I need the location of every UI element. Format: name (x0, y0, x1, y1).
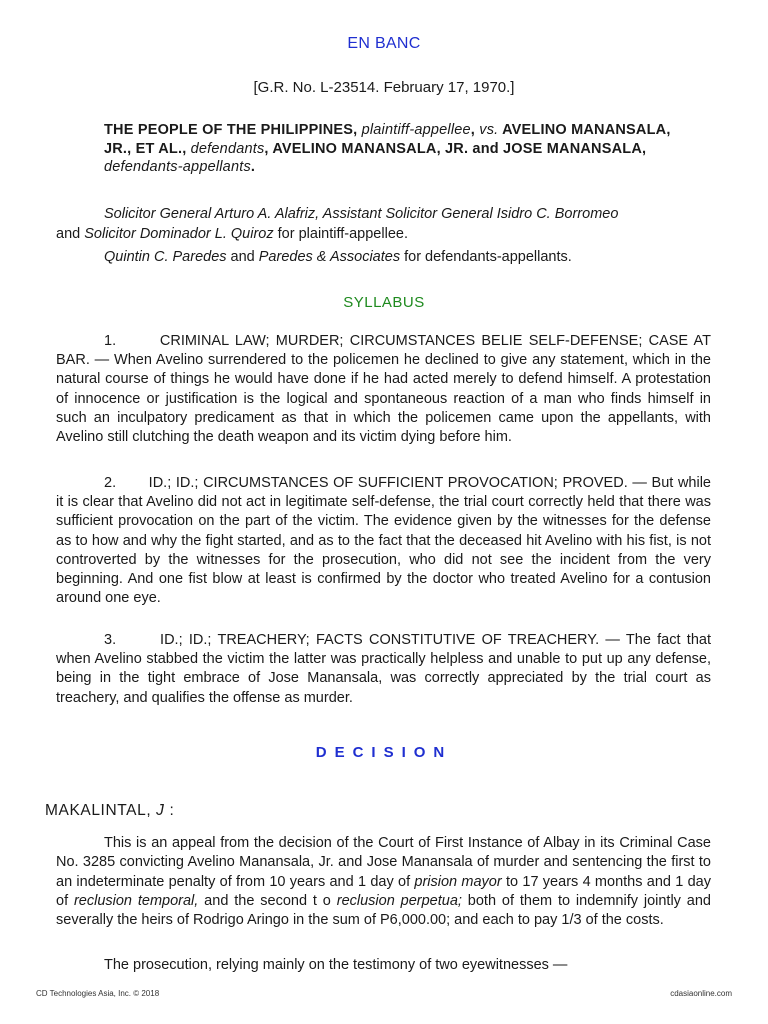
party-appellants: , AVELINO MANANSALA, JR. and JOSE MANANSALA, (264, 140, 647, 157)
decision-emphasis: prision mayor (414, 873, 502, 890)
party-defendants: AVELINO MANANSALA, JR., ET AL., (104, 122, 671, 157)
counsel-and: and (56, 226, 85, 242)
counsel-plaintiff-names: Solicitor General Arturo A. Alafriz, Assistant Solicitor General Isidro C. Borromeo (104, 206, 619, 222)
ponente-name: MAKALINTAL, (45, 802, 152, 819)
decision-text: to 17 years 4 months and 1 day of (56, 873, 711, 909)
decision-emphasis: reclusion temporal, (73, 892, 199, 909)
counsel-plaintiff (56, 204, 716, 244)
counsel-plaintiff-name2: Solicitor Dominador L. Quiroz (84, 226, 274, 242)
party-plaintiff: THE PEOPLE OF THE PHILIPPINES, (104, 122, 362, 138)
counsel-defendants (56, 247, 764, 267)
counsel-and-2: and (226, 249, 259, 265)
ponente (45, 802, 174, 820)
counsel-defendants-name2: Paredes & Associates (258, 249, 401, 265)
versus-label: vs. (479, 122, 499, 138)
party-end: . (250, 159, 256, 175)
decision-emphasis: reclusion perpetua; (336, 892, 462, 909)
syllabus-item: 1. CRIMINAL LAW; MURDER; CIRCUMSTANCES BELIE SELF-DEFENSE; CASE AT BAR. — When Avelino surrendered to the policemen he declined to give any statement, which in the natural course of things he would have done if he had acted merely to defend himself. A protestation of innocence or justification is the logical and spontaneous reaction of a man who finds himself in such an inculpatory predicament as that in which the policemen came upon the appellants, with Avelino still clutching the death weapon and its victim dying before him. (56, 333, 711, 446)
court-division: EN BANC (347, 35, 421, 52)
party-defendants-role: defendants (190, 140, 265, 157)
counsel-defendants-for: for defendants-appellants. (400, 249, 572, 265)
footer-copyright: CD Technologies Asia, Inc. © 2018 (36, 989, 160, 998)
ponente-title: J (156, 802, 165, 819)
counsel-defendants-name1: Quintin C. Paredes (104, 249, 227, 265)
party-appellants-role: defendants-appellants (104, 159, 251, 175)
syllabus-item: 3. ID.; ID.; TREACHERY; FACTS CONSTITUTIVE OF TREACHERY. — The fact that when Avelino stabbed the victim the latter was practically helpless and unable to put up any defense, being in the tight embrace of Jose Manansala, was correctly appreciated by the trial court as treachery, and qualifies the offense as murder. (56, 632, 711, 706)
decision-text: and the second t o (198, 892, 337, 909)
decision-text: both of them to indemnify jointly and severally the heirs of Rodrigo Aringo in the sum of P6,000.00; and each to pay 1/3 of the costs. (56, 892, 711, 929)
decision-paragraph (56, 834, 711, 930)
party-separator: , (470, 122, 480, 138)
footer-site: cdasiaonline.com (670, 989, 732, 998)
decision-text: This is an appeal from the decision of the Court of First Instance of Albay in its Criminal Case No. 3285 convicting Avelino Manansala, Jr. and Jose Manansala of murder and sentencing the first to an indeterminate penalty of from 10 years and 1 day of (56, 835, 711, 890)
case-number: [G.R. No. L-23514. February 17, 1970.] (253, 79, 515, 96)
decision-heading: DECISION (315, 744, 453, 761)
party-plaintiff-role: plaintiff-appellee (361, 122, 471, 138)
decision-paragraph: The prosecution, relying mainly on the testimony of two eyewitnesses — (104, 957, 568, 973)
case-parties (104, 121, 694, 177)
syllabus-heading: SYLLABUS (343, 294, 425, 311)
syllabus-item: 2. ID.; ID.; CIRCUMSTANCES OF SUFFICIENT PROVOCATION; PROVED. — But while it is clear that Avelino did not act in legitimate self-defense, the trial court correctly held that there was sufficient provocation on the part of the victim. The evidence given by the witnesses for the defense as to how and why the fight started, and as to the fact that the deceased hit Avelino with his fist, is not controverted by the witnesses for the prosecution, who did not see the incident from the very beginning. And one fist blow at least is confirmed by the doctor who treated Avelino for a contusion around one eye. (56, 475, 711, 607)
counsel-plaintiff-for: for plaintiff-appellee. (273, 226, 408, 242)
ponente-colon: : (169, 802, 175, 819)
